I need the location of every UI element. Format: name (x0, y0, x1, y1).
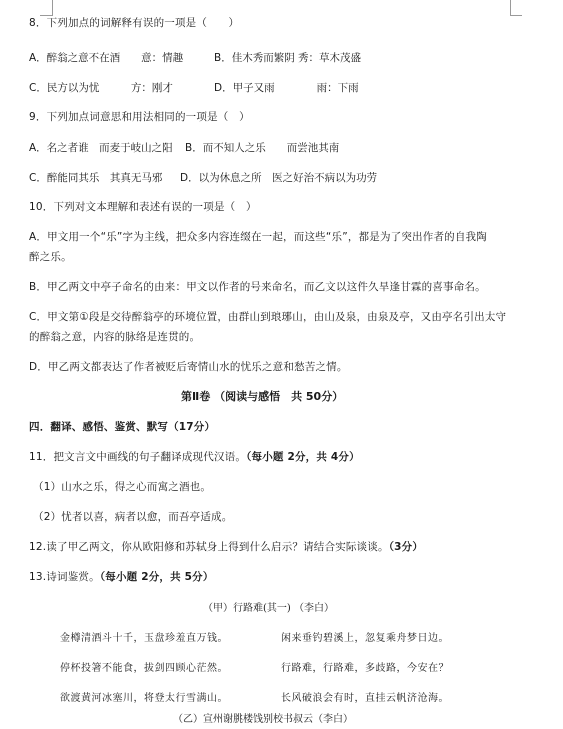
poem-1-line-2-right: 行路难，行路难，多歧路，今安在？ (281, 663, 449, 674)
q10-option-a-line2: 醉之乐。 (29, 251, 72, 263)
q8-option-b: B．佳木秀而繁阴 秀：草木茂盛 (214, 52, 362, 64)
q11-score: （每小题 2分，共 4分） (246, 451, 360, 463)
poem-1-line-3-left: 欲渡黄河冰塞川，将登太行雪满山。 (60, 693, 228, 704)
q12-score: （3分） (388, 541, 424, 553)
poem-1-title: （甲）行路难(其一) （李白） (203, 603, 334, 614)
q9-option-b: B．而不知人之乐 而尝池其南 (185, 142, 340, 154)
q8-stem: 8．下列加点的词解释有误的一项是（ ） (29, 17, 240, 29)
q11-item-1: （1）山水之乐，得之心而寓之酒也。 (33, 481, 212, 493)
q10-option-c-line2: 的醉翁之意，内容的脉络是连贯的。 (29, 331, 201, 343)
poem-1-line-2-left: 停杯投箸不能食，拔剑四顾心茫然。 (60, 663, 228, 674)
poem-1-line-1-right: 闲来垂钓碧溪上，忽复乘舟梦日边。 (281, 633, 449, 644)
q9-option-d: D．以为休息之所 医之好治不病以为功劳 (180, 172, 378, 184)
poem-2-title: （乙）宣州谢朓楼饯别校书叔云（李白） (173, 714, 353, 725)
q13-stem (29, 570, 214, 584)
q11-stem (29, 450, 360, 464)
q10-option-a-line1: A．甲文用一个“乐”字为主线，把众多内容连缀在一起，而这些“乐”，都是为了突出作者的自我陶 (29, 231, 487, 243)
crop-mark-left (52, 0, 53, 16)
q11-stem-text: 11．把文言文中画线的句子翻译成现代汉语。 (29, 451, 247, 463)
q11-item-2: （2）忧者以喜，病者以愈，而吾亭适成。 (33, 511, 233, 523)
crop-mark-right (510, 0, 511, 16)
q8-option-d: D．甲子又雨 雨：下雨 (214, 82, 359, 94)
q8-option-a: A．醉翁之意不在酒 意：情趣 (29, 52, 184, 64)
q12-stem-text: 12.读了甲乙两文，你从欧阳修和苏轼身上得到什么启示？请结合实际谈谈。 (29, 541, 389, 553)
poem-1-line-1-left: 金樽清酒斗十千，玉盘珍羞直万钱。 (60, 633, 228, 644)
poem-1-line-3-right: 长风破浪会有时，直挂云帆济沧海。 (281, 693, 449, 704)
q10-option-c-line1: C．甲文第①段是交待醉翁亭的环境位置，由群山到琅琊山，由山及泉，由泉及亭，又由亭名引出太守 (29, 311, 507, 323)
q13-score: （每小题 2分，共 5分） (99, 571, 214, 583)
q13-stem-text: 13.诗词鉴赏。 (29, 571, 100, 583)
section-2-title: 第Ⅱ卷 （阅读与感悟 共 50分） (181, 390, 344, 403)
part-4-title: 四．翻译、感悟、鉴赏、默写（17分） (29, 421, 216, 433)
q9-stem: 9．下列加点词意思和用法相同的一项是（ ） (29, 111, 250, 123)
q10-option-b: B．甲乙两文中亭子命名的由来：甲文以作者的号来命名，而乙文以这件久旱逢甘霖的喜事命名。 (29, 281, 486, 293)
q9-option-a: A．名之者谁 而麦于岐山之阳 (29, 142, 173, 154)
q8-option-c: C．民方以为忧 方：刚才 (29, 82, 173, 94)
crop-mark-right-tick (510, 15, 522, 16)
q9-option-c: C．醉能同其乐 其真无马邪 (29, 172, 163, 184)
q12-stem (29, 540, 423, 554)
q10-stem: 10．下列对文本理解和表述有误的一项是（ ） (29, 201, 257, 213)
q10-option-d: D．甲乙两文都表达了作者被贬后寄情山水的忧乐之意和愁苦之情。 (29, 361, 348, 373)
